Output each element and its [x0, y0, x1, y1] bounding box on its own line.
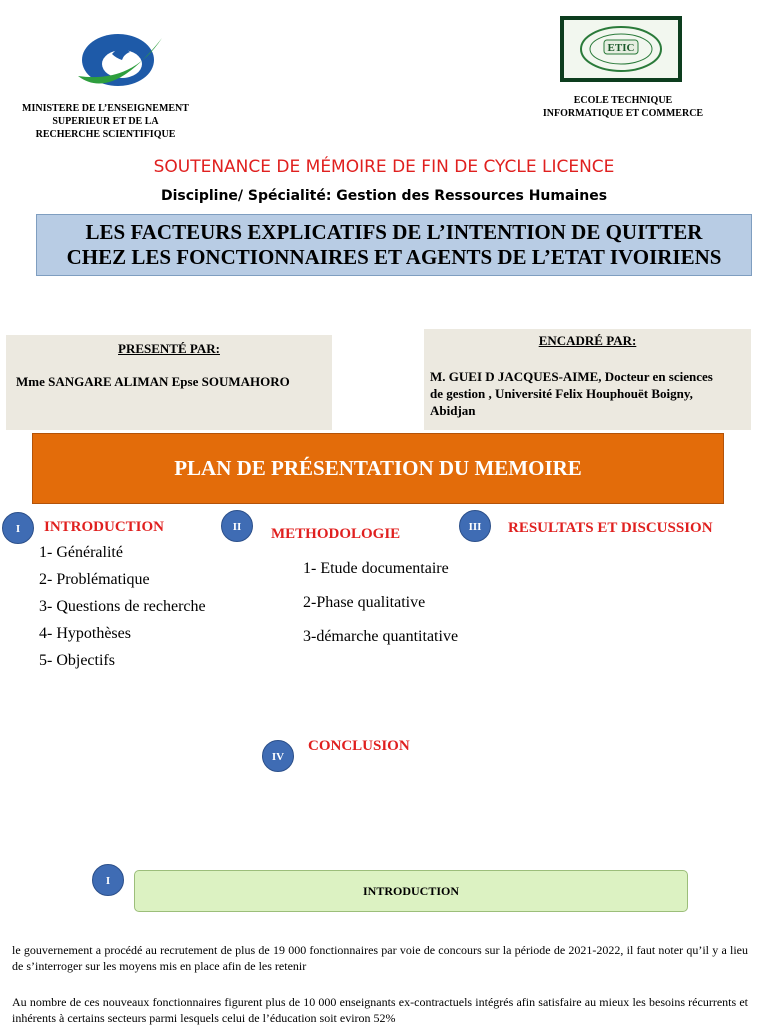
ministry-logo-icon	[72, 24, 168, 96]
supervisor-details	[430, 368, 713, 419]
section-number-badge: II	[221, 510, 253, 542]
ministry-line: SUPERIEUR ET DE LA	[52, 116, 159, 127]
school-line: ECOLE TECHNIQUE	[573, 95, 673, 106]
presenter-name: Mme SANGARE ALIMAN Epse SOUMAHORO	[16, 374, 290, 389]
ministry-line: MINISTERE DE L’ENSEIGNEMENT	[22, 103, 189, 114]
list-item: 5- Objectifs	[39, 652, 115, 669]
presented-by-box	[6, 335, 332, 430]
defense-title: SOUTENANCE DE MÉMOIRE DE FIN DE CYCLE LICENCE	[153, 157, 615, 177]
etic-logo-icon	[560, 16, 682, 82]
discipline-label: Discipline/ Spécialité: Gestion des Ressources Humaines	[160, 188, 608, 204]
list-item: 1- Généralité	[39, 544, 123, 561]
supervisor-line: de gestion , Université Felix Houphouët Boigny,	[430, 386, 693, 401]
introduction-banner: INTRODUCTION	[134, 870, 688, 912]
ministry-line: RECHERCHE SCIENTIFIQUE	[35, 129, 176, 140]
list-item: 2- Problématique	[39, 571, 150, 588]
presented-by-heading: PRESENTÉ PAR:	[118, 341, 220, 356]
section-title-resultats: RESULTATS ET DISCUSSION	[508, 520, 713, 536]
school-line: INFORMATIQUE ET COMMERCE	[542, 108, 704, 119]
etic-logo-text: ETIC	[607, 42, 635, 54]
list-item: 3- Questions de recherche	[39, 598, 206, 615]
supervised-by-box	[424, 329, 751, 430]
section-number-badge: I	[2, 512, 34, 544]
section-number-badge: I	[92, 864, 124, 896]
list-item: 4- Hypothèses	[39, 625, 131, 642]
thesis-title-line: LES FACTEURS EXPLICATIFS DE L’INTENTION DE QUITTER	[85, 220, 703, 244]
list-item: 3-démarche quantitative	[303, 628, 459, 645]
section-title-methodologie: METHODOLOGIE	[271, 526, 401, 542]
paragraph: Au nombre de ces nouveaux fonctionnaires figurent plus de 10 000 enseignants ex-contractuels intégrés afin satisfaire au mieux les besoins récurrents et inhérents à certains secteurs parmi lesquels celui de l’éducation soit eviron 52%	[12, 995, 748, 1025]
section-title-introduction: INTRODUCTION	[44, 519, 165, 535]
school-name	[528, 94, 718, 120]
thesis-title	[36, 214, 752, 276]
paragraph: le gouvernement a procédé au recrutement de plus de 19 000 fonctionnaires par voie de concours sur la période de 2021-2022, il faut noter qu’il y a lieu de s’interroger sur les moyens mis en place afin de les retenir	[12, 943, 748, 973]
supervisor-line: M. GUEI D JACQUES-AIME, Docteur en sciences	[430, 369, 713, 384]
thesis-title-line: CHEZ LES FONCTIONNAIRES ET AGENTS DE L’ETAT IVOIRIENS	[66, 245, 722, 269]
ministry-name	[8, 102, 203, 141]
section-title-conclusion: CONCLUSION	[308, 738, 410, 754]
section-number-badge: III	[459, 510, 491, 542]
plan-title: PLAN DE PRÉSENTATION DU MEMOIRE	[32, 433, 724, 504]
list-item: 1- Etude documentaire	[303, 560, 449, 577]
supervised-by-heading: ENCADRÉ PAR:	[538, 333, 637, 348]
section-number-badge: IV	[262, 740, 294, 772]
list-item: 2-Phase qualitative	[303, 594, 426, 611]
supervisor-line: Abidjan	[430, 403, 476, 418]
